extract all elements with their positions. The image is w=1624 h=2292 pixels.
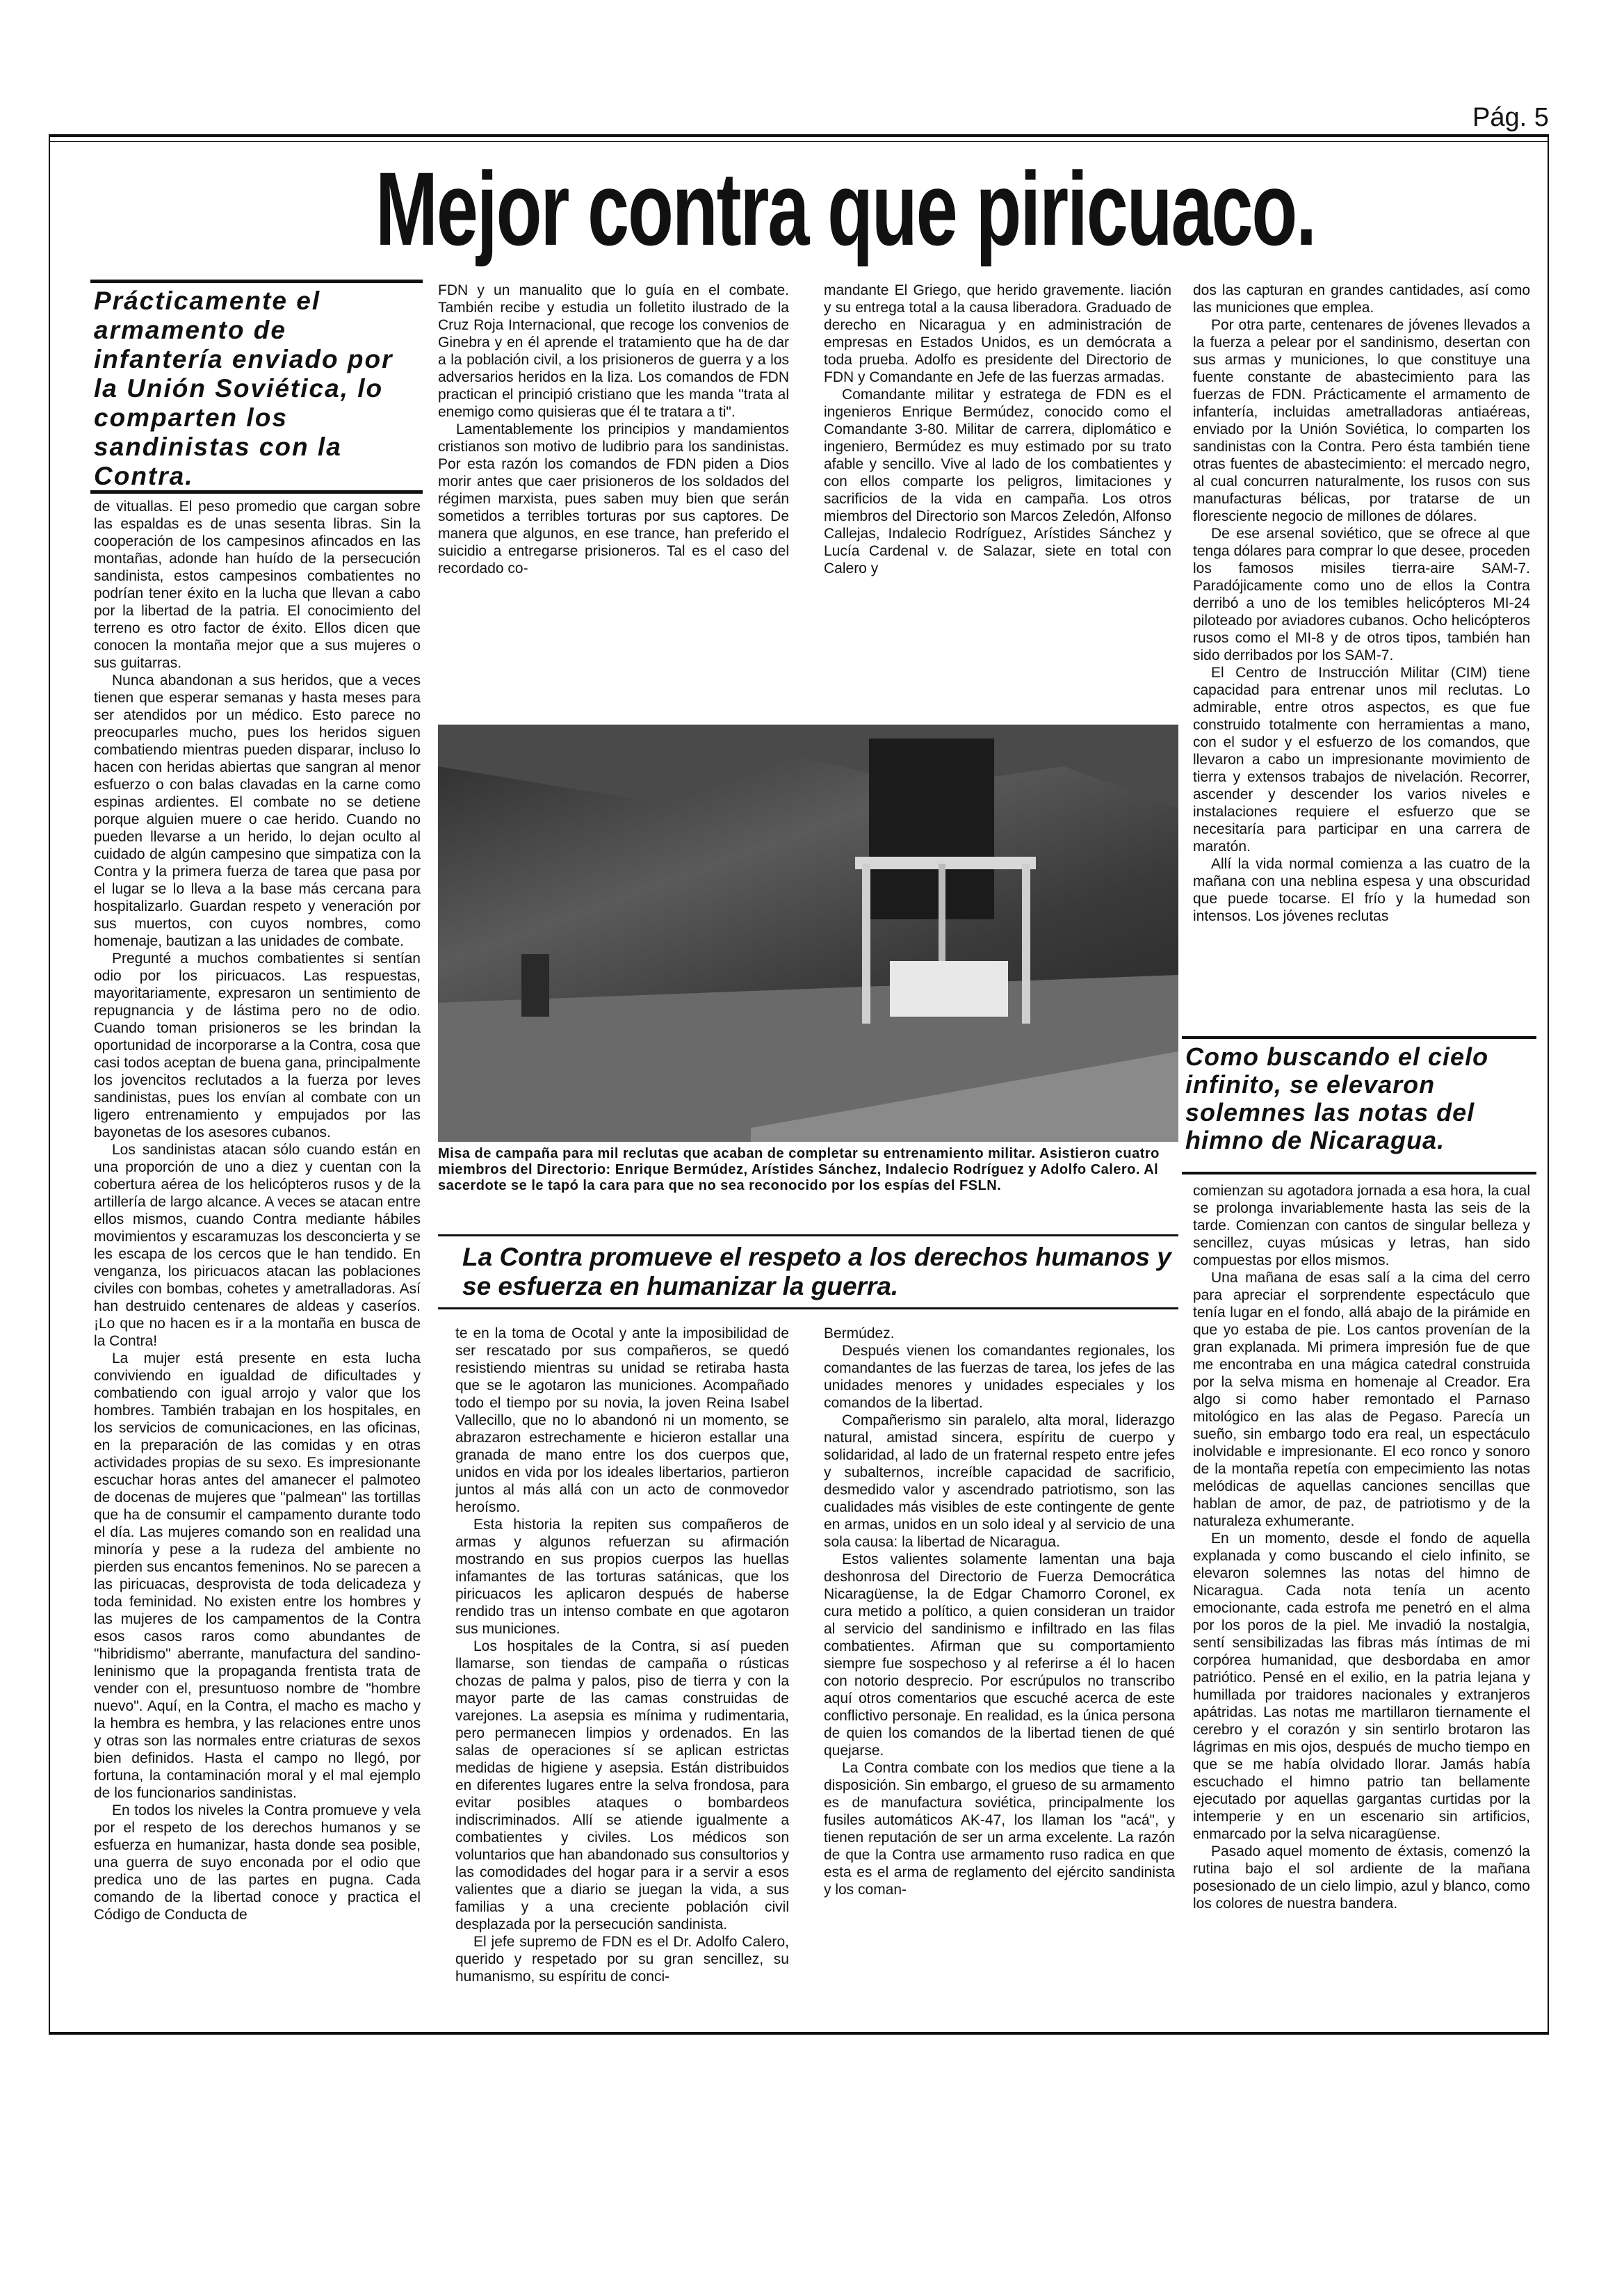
headline: Mejor contra que piricuaco.: [375, 150, 1315, 267]
pullquote-right: Como buscando el cielo infinito, se elevaron solemnes las notas del himno de Nicaragua.: [1185, 1042, 1489, 1154]
pullquote-left: Prácticamente el armamento de infantería enviado por la Unión Soviética, lo comparten los sandinistas con la Contra.: [94, 286, 393, 490]
pullquote-right-rule-bottom: [1182, 1172, 1536, 1175]
photo-caption: Misa de campaña para mil reclutas que acaban de completar su entrenamiento militar. Asistieron cuatro miembros del Directorio: Enrique Bermúdez, Arístides Sánchez, Indalecio Rodríguez y Adolfo Calero. Al sacerdote se le tapó la cara para que no sea reconocido por los espías del FSLN.: [438, 1146, 1160, 1193]
column-4-bottom: comienzan su agotadora jornada a esa hora, la cual se prolonga invariablemente hasta las seis de la tarde. Comienzan con cantos de singular belleza y sencillez, cuyas músicas y letras, han sido compuestas por ellos mismos. Una mañana de esas salí a la cima del cerro para apreciar el sorprendente espectáculo que tenía lugar en el fondo, allá abajo de la pirámide en que yo estaba de pie. Los cantos provenían de la gran explanada. Mi primera impresión fue de que me encontraba en una mágica catedral construida por la selva misma en homenaje al Creador. Era algo si como haber remontado el Parnaso mitológico en las alas de Pegaso. Parecía un sueño, sin embargo todo era real, un espectáculo inolvidable e impresionante. El eco ronco y sonoro de la montaña repetía con empecimiento las notas melódicas de aquellas canciones sencillas que hablan de amor, de paz, de patriotismo y de la naturaleza exhumerante. En un momento, desde el fondo de aquella explanada y como buscando el cielo infinito, se elevaron solemnes las notas del himno de Nicaragua. Cada nota tenía un acento emocionante, cada estrofa me penetró en el alma por los poros de la piel. Me invadió la nostalgia, sentí sensibilizadas las fibras más íntimas de mi corpórea humanidad, que desbordaba en amor patriótico. Pensé en el exilio, en la patria lejana y humillada por traidores nacionales y extranjeros apátridas. Las notas me martillaron tiernamente el cerebro y el corazón y sin sentirlo brotaron las lágrimas en mis ojos, después de mucho tiempo en que se me había olvidado llorar. Jamás había escuchado el himno patrio tan bellamente ejecutado por aquellas gargantas curtidas por la intemperie y en un escenario sin artificios, enmarcado por la selva nicaragüense. Pasado aquel momento de éxtasis, comenzó la rutina bajo el sol ardiente de la mañana posesionado de un cielo limpio, azul y blanco, como los colores de nuestra bandera.: [1193, 1183, 1530, 1912]
top-rule-thin: [49, 141, 1549, 142]
pullquote-right-rule-top: [1182, 1036, 1536, 1039]
top-rule: [49, 134, 1549, 137]
bottom-rule: [49, 2032, 1549, 2035]
column-2-bottom: te en la toma de Ocotal y ante la imposibilidad de ser rescatado por sus compañeros, se quedó resistiendo mientras su unidad se retiraba hasta que se le agotaron las municiones. Acompañado todo el tiempo por su novia, la joven Reina Isabel Vallecillo, que no lo abandonó ni un momento, se abrazaron estrechamente e hicieron estallar una granada de mano entre los dos cuerpos que, unidos en vida por los ideales libertarios, partieron juntos al más allá con un acto de conmovedor heroísmo. Esta historia la repiten sus compañeros de armas y algunos refuerzan su afirmación mostrando en sus propios cuerpos las huellas infamantes de las torturas satánicas, que los piricuacos les aplicaron después de haberse rendido tras un intenso combate en que agotaron sus municiones. Los hospitales de la Contra, si así pueden llamarse, son tiendas de campaña o rústicas chozas de palma y palos, piso de tierra y con la mayor parte de las camas construidas de varejones. La asepsia es mínima y rudimentaria, pero permanecen limpios y ordenados. En las salas de operaciones sí se aplican estrictas medidas de higiene y asepsia. Están distribuidos en diferentes lugares entre la selva frondosa, para evitar posibles ataques o bombardeos indiscriminados. Allí se atiende igualmente a combatientes y civiles. Los médicos son voluntarios que han abandonado sus consultorios y las comodidades del hogar para ir a servir a esos valientes que a diario se juegan la vida, a sus familias y a una creciente población civil desplazada por la persecución sandinista. El jefe supremo de FDN es el Dr. Adolfo Calero, querido y respetado por su gran sencillez, su humanismo, su espíritu de conci-: [455, 1325, 789, 1985]
photo-scene: [438, 725, 1178, 1142]
column-3-bottom: Bermúdez. Después vienen los comandantes regionales, los comandantes de las fuerzas de tarea, los jefes de las unidades menores y unidades especiales y los comandos de la libertad. Compañerismo sin paralelo, alta moral, liderazgo natural, amistad sincera, espíritu de cuerpo y solidaridad, al lado de un fraternal respeto entre jefes y subalternos, increíble capacidad de sacrificio, desmedido valor y ascendrado patriotismo, son las cualidades más visibles de este contingente de gente en armas, unidos en un solo ideal y al servicio de una sola causa: la libertad de Nicaragua. Estos valientes solamente lamentan una baja deshonrosa del Directorio de Fuerza Democrática Nicaragüense, la de Edgar Chamorro Coronel, ex cura metido a político, a quien consideran un traidor al servicio del sandinismo e infiltrado en las filas combatientes. Afirman que su comportamiento siempre fue sospechoso y al referirse a él lo hacen con notorio desprecio. Por escrúpulos no transcribo aquí otros comentarios que escuché acerca de este conflictivo personaje. En realidad, es la única persona de quien los comandos de la libertad tienen de qué quejarse. La Contra combate con los medios que tiene a la disposición. Sin embargo, el grueso de su armamento es de manufactura soviética, principalmente los fusiles automáticos AK-47, los llaman los "acá", y tienen reputación de ser un arma excelente. La razón de que la Contra use armamento ruso radica en que esta es el arma de reglamento del ejército sandinista y los coman-: [824, 1325, 1175, 1898]
subhead-rule-bottom: [438, 1307, 1178, 1309]
subhead: La Contra promueve el respeto a los derechos humanos y se esfuerza en humanizar la guerra.: [462, 1243, 1171, 1300]
column-4-top: dos las capturan en grandes cantidades, así como las municiones que emplea. Por otra parte, centenares de jóvenes llevados a la fuerza a pelear por el sandinismo, desertan con sus armas y municiones, lo que constituye una fuente constante de abastecimiento para las fuerzas de FDN. Prácticamente el armamento de infantería, incluidas ametralladoras antiaéreas, enviado por la Unión Soviética, lo comparten los sandinistas con la Contra. Pero ésta también tiene otras fuentes de abastecimiento: el mercado negro, al cual concurren naturalmente, los rusos con sus manufacturas bélicas, por tratarse de un floresciente negocio de millones de dólares. De ese arsenal soviético, que se ofrece al que tenga dólares para comprar lo que desee, proceden los famosos misiles tierra-aire SAM-7. Paradójicamente como uno de ellos la Contra derribó a uno de los temibles helicópteros MI-24 piloteado por aviadores cubanos. Ocho helicópteros rusos como el MI-8 y de otros tipos, también han sido derribados por los SAM-7. El Centro de Instrucción Militar (CIM) tiene capacidad para entrenar unos mil reclutas. Lo admirable, entre otros aspectos, es que fue construido totalmente con herramientas a mano, con el sudor y el esfuerzo de los comandos, que llevaron a cabo un impresionante movimiento de tierra y extensos trabajos de nivelación. Recorrer, ascender y descender los varios niveles e instalaciones requiere el esfuerzo que se necesitaría para participar en una carrera de maratón. Allí la vida normal comienza a las cuatro de la mañana con una neblina espesa y una obscuridad que puede tocarse. El frío y la humedad son intensos. Los jóvenes reclutas: [1193, 282, 1530, 924]
left-frame: [49, 137, 50, 2034]
right-frame: [1548, 137, 1549, 2034]
pullquote-left-rule-top: [90, 280, 423, 283]
photo-field-mass: [438, 725, 1178, 1142]
pullquote-left-rule-bottom: [90, 490, 423, 494]
page-number: Pág. 5: [1472, 103, 1549, 132]
subhead-rule-top: [438, 1234, 1178, 1236]
column-3-top: mandante El Griego, que herido gravemente. liación y su entrega total a la causa liberadora. Graduado de derecho en Nicaragua y en administración de empresas en Estados Unidos, es un demócrata a toda prueba. Adolfo es presidente del Directorio de FDN y Comandante en Jefe de las fuerzas armadas. Comandante militar y estratega de FDN es el ingenieros Enrique Bermúdez, conocido como el Comandante 3-80. Militar de carrera, diplomático e ingeniero, Bermúdez es muy estimado por su trato afable y sencillo. Vive al lado de los combatientes y con ellos comparte los peligros, limitaciones y sacrificios de la vida en campaña. Los otros miembros del Directorio son Marcos Zeledón, Alfonso Callejas, Indalecio Rodríguez, Arístides Sánchez y Lucía Cardenal v. de Salazar, siete en total con Calero y: [824, 282, 1171, 576]
column-2-top: FDN y un manualito que lo guía en el combate. También recibe y estudia un folletito ilustrado de la Cruz Roja Internacional, que recoge los convenios de Ginebra y en él aprende el tratamiento que ha de dar a la población civil, a los prisioneros de guerra y a los adversarios heridos en la liza. Los comandos de FDN practican el principió cristiano que les manda "trata al enemigo como quisieras que él te tratara a ti". Lamentablemente los principios y mandamientos cristianos son motivo de ludibrio para los sandinistas. Por esta razón los comandos de FDN piden a Dios morir antes que caer prisioneros de los soldados del régimen marxista, pues saben muy bien que serán sometidos a terribles torturas por sus captores. De manera que algunos, en ese trance, han preferido el suicidio a entregarse prisioneros. Tal es el caso del recordado co-: [438, 282, 789, 576]
column-1: de vituallas. El peso promedio que cargan sobre las espaldas es de unas sesenta libras. Sin la cooperación de los campesinos afincados en las montañas, adonde han huído de la persecución sandinista, estos campesinos combatientes no podrían tener éxito en la lucha que llevan a cabo por la libertad de la patria. El conocimiento del terreno es otro factor de éxito. Ellos dicen que conocen la montaña mejor que a sus mujeres o sus guitarras. Nunca abandonan a sus heridos, que a veces tienen que esperar semanas y hasta meses para ser atendidos por un médico. Esto parece no preocuparles mucho, pues los heridos siguen combatiendo mientras pueden disparar, incluso lo hacen con heridas abiertas que sangran al menor esfuerzo o con balas clavadas en la carne como espinas ardientes. El combate no se detiene porque alguien muere o cae herido. Cuando no pueden llevarse a un herido, lo dejan oculto al cuidado de algún campesino que simpatiza con la Contra y la primera fuerza de tarea que pasa por el lugar se lo lleva a la base más cercana para hospitalizarlo. Guardan respeto y veneración por sus muertos, con cuyos nombres, como homenaje, bautizan a las unidades de combate. Pregunté a muchos combatientes si sentían odio por los piricuacos. Las respuestas, mayoritariamente, expresaron un sentimiento de repugnancia y de lástima pero no de odio. Cuando toman prisioneros se les brindan la oportunidad de incorporarse a la Contra, cosa que casi todos aceptan de buena gana, principalmente los jovencitos reclutados a la fuerza por leves sandinistas, pues los envían al combate con un ligero entrenamiento y empujados por las bayonetas de los asesores cubanos. Los sandinistas atacan sólo cuando están en una proporción de uno a diez y cuentan con la cobertura aérea de los helicópteros rusos y de la artillería de largo alcance. A veces se atacan entre ellos mismos, cuando Contra mediante hábiles movimientos y escaramuzas los desconcierta y se les escapa de los cercos que le han tendido. En venganza, los piricuacos atacan las poblaciones civiles con bombas, cohetes y ametralladoras. Así han destruido centenares de aldeas y caseríos. ¡Lo que no hacen es ir a la montaña en busca de la Contra! La mujer está presente en esta lucha conviviendo en igualdad de dificultades y combatiendo con igual arrojo y valor que los hombres. También trabajan en los hospitales, en los servicios de comunicaciones, en las oficinas, en la preparación de las comidas y en otras actividades propias de su sexo. Es impresionante escuchar horas antes del amanecer el palmoteo de docenas de mujeres que "palmean" las tortillas que ha de consumir el campamento durante todo el día. Las mujeres comando son en realidad una minoría y pese a la rudeza del ambiente no pierden sus encantos femeninos. No se parecen a las piricuacas, desprovista de toda delicadeza y toda feminidad. No existen entre los hombres y las mujeres de los campamentos de la Contra esos casos raros como abundantes de "hibridismo" aberrante, manufactura del sandino-leninismo que la propaganda frentista trata de vender con el, presuntuoso nombre de "hombre nuevo". Aquí, en la Contra, el macho es macho y la hembra es hembra, y las relaciones entre unos y otras son las normales entre criaturas de sexos bien definidos. Hasta el campo no llegó, por fortuna, la contaminación moral y el mal ejemplo de los funcionarios sandinistas. En todos los niveles la Contra promueve y vela por el respeto de los derechos humanos y se esfuerza en humanizar, hasta donde sea posible, una guerra de suyo enconada por el odio que predica uno de las partes en pugna. Cada comando de la libertad conoce y practica el Código de Conducta de: [94, 499, 421, 1923]
